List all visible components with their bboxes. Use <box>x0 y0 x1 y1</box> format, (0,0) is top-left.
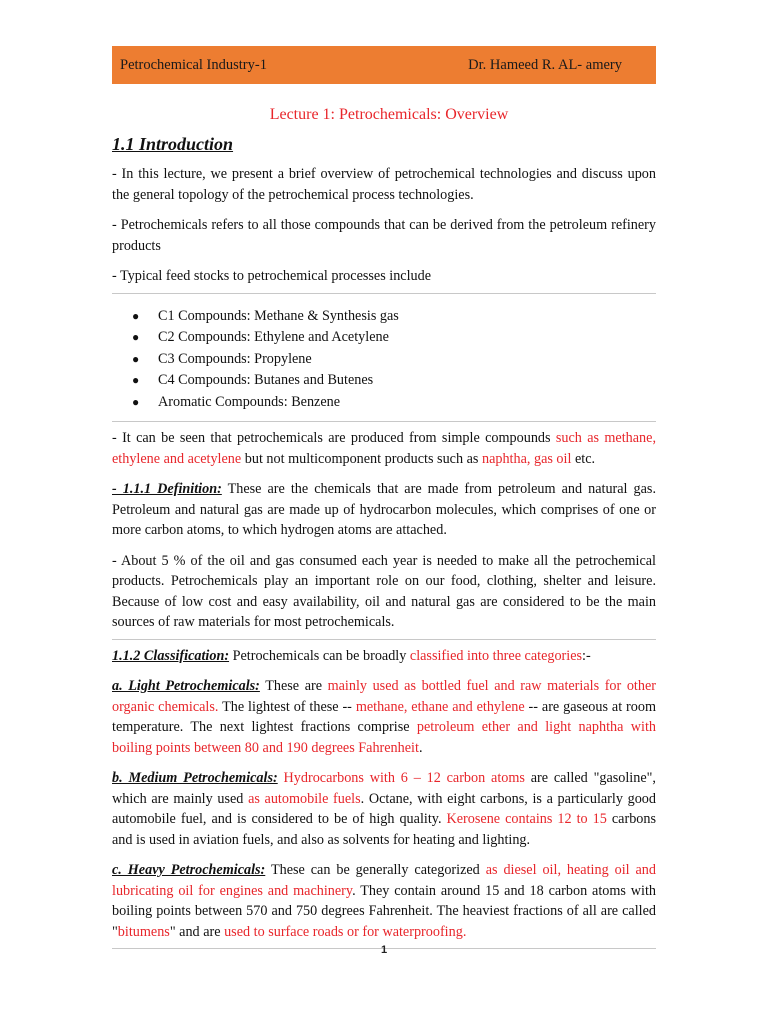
list-item: ● C3 Compounds: Propylene <box>158 349 656 371</box>
page-header <box>112 46 656 84</box>
intro-paragraph: - In this lecture, we present a brief overview of petrochemical technologies and discuss upon the general topology of the petrochemical process technologies. <box>112 166 656 203</box>
highlight-text: as automobile fuels <box>248 790 361 807</box>
feedstock-list <box>112 300 656 416</box>
heavy-petrochemicals-paragraph: c. Heavy Petrochemicals: These can be generally categorized as diesel oil, heating oil and lubricating oil for engines and machinery. They contain around 15 and 18 carbon atoms with boiling points between 570 and 750 degrees Fahrenheit. The heaviest fractions of all are called "bitumens" and are used to surface roads or for waterproofing. <box>112 862 657 940</box>
highlight-text: such as methane, ethylene and acetylene <box>112 430 656 467</box>
section-title: 1.1 Introduction <box>112 134 234 154</box>
observation-paragraph: - It can be seen that petrochemicals are produced from simple compounds such as methane, ethylene and acetylene but not multicomponent products such as naphtha, gas oil etc. <box>112 430 656 467</box>
document-body <box>112 106 656 955</box>
light-petrochemicals-paragraph: a. Light Petrochemicals: These are mainly used as bottled fuel and raw materials for other organic chemicals. The lightest of these -- methane, ethane and ethylene -- are gaseous at room temperature. The next lightest fractions comprise petroleum ether and light naphtha with boiling points between 80 and 190 degrees Fahrenheit. <box>112 678 656 756</box>
bullet-icon: ● <box>132 394 140 409</box>
header-course-title: Petrochemical Industry-1 <box>120 56 267 73</box>
highlight-text: bitumens <box>117 923 170 940</box>
classification-paragraph: 1.1.2 Classification: Petrochemicals can be broadly classified into three categories:- <box>112 647 591 664</box>
medium-petrochemicals-paragraph: b. Medium Petrochemicals: Hydrocarbons with 6 – 12 carbon atoms are called "gasoline", which are mainly used as automobile fuels. Octane, with eight carbons, is a particularly good automobile fuel, and is considered to be of high quality. Kerosene contains 12 to 15 carbons and is used in aviation fuels, and also as solvents for heating and lighting. <box>112 770 656 848</box>
divider <box>112 639 656 640</box>
header-author: Dr. Hameed R. AL- amery <box>468 56 622 73</box>
highlight-text: petroleum ether and light naphtha with boiling points between 80 and 190 degrees Fahrenheit <box>112 719 656 756</box>
highlight-text: Kerosene contains 12 to 15 <box>446 811 607 827</box>
list-item: ● C2 Compounds: Ethylene and Acetylene <box>158 327 656 349</box>
bullet-icon: ● <box>132 351 140 366</box>
lecture-title: Lecture 1: Petrochemicals: Overview <box>269 106 509 123</box>
highlight-text: naphtha, gas oil <box>481 450 572 467</box>
highlight-text: methane, ethane and ethylene <box>355 698 525 715</box>
divider <box>112 421 656 422</box>
about-paragraph: - About 5 % of the oil and gas consumed each year is needed to make all the petrochemical products. Petrochemicals play an important role on our food, clothing, shelter and leisure. Because of low cost and easy availability, oil and natural gas are considered to be the main sources of raw materials for most petrochemicals. <box>112 552 656 630</box>
divider <box>112 293 656 294</box>
definition-heading: - 1.1.1 Definition: <box>112 481 222 497</box>
intro-paragraph: - Typical feed stocks to petrochemical processes include <box>112 268 432 284</box>
intro-paragraph: - Petrochemicals refers to all those compounds that can be derived from the petroleum refinery products <box>112 217 656 254</box>
bullet-icon: ● <box>132 308 140 323</box>
highlight-text: classified into three categories <box>409 647 583 664</box>
medium-heading: b. Medium Petrochemicals: <box>112 770 278 786</box>
bullet-icon: ● <box>132 373 140 387</box>
list-item: ● Aromatic Compounds: Benzene <box>158 392 656 414</box>
heavy-heading: c. Heavy Petrochemicals: <box>112 862 266 878</box>
list-item: ● C4 Compounds: Butanes and Butenes <box>158 370 656 392</box>
definition-paragraph: - 1.1.1 Definition: These are the chemicals that are made from petroleum and natural gas. Petroleum and natural gas are made up of hydrocarbon molecules, which comprises of one or more carbon atoms, to which hydrogen atoms are attached. <box>112 481 656 538</box>
highlight-text: mainly used as bottled fuel and raw materials for other organic chemicals. <box>112 678 656 715</box>
list-item: ● C1 Compounds: Methane & Synthesis gas <box>158 306 656 328</box>
page-number: 1 <box>380 944 388 956</box>
bullet-icon: ● <box>132 330 140 344</box>
highlight-text: used to surface roads or for waterproofing. <box>224 923 467 940</box>
classification-heading: 1.1.2 Classification: <box>112 647 230 664</box>
highlight-text: as diesel oil, heating oil and lubricating oil for engines and machinery <box>112 862 656 899</box>
highlight-text: Hydrocarbons with 6 – 12 carbon atoms <box>277 770 525 786</box>
light-heading: a. Light Petrochemicals: <box>112 678 260 694</box>
